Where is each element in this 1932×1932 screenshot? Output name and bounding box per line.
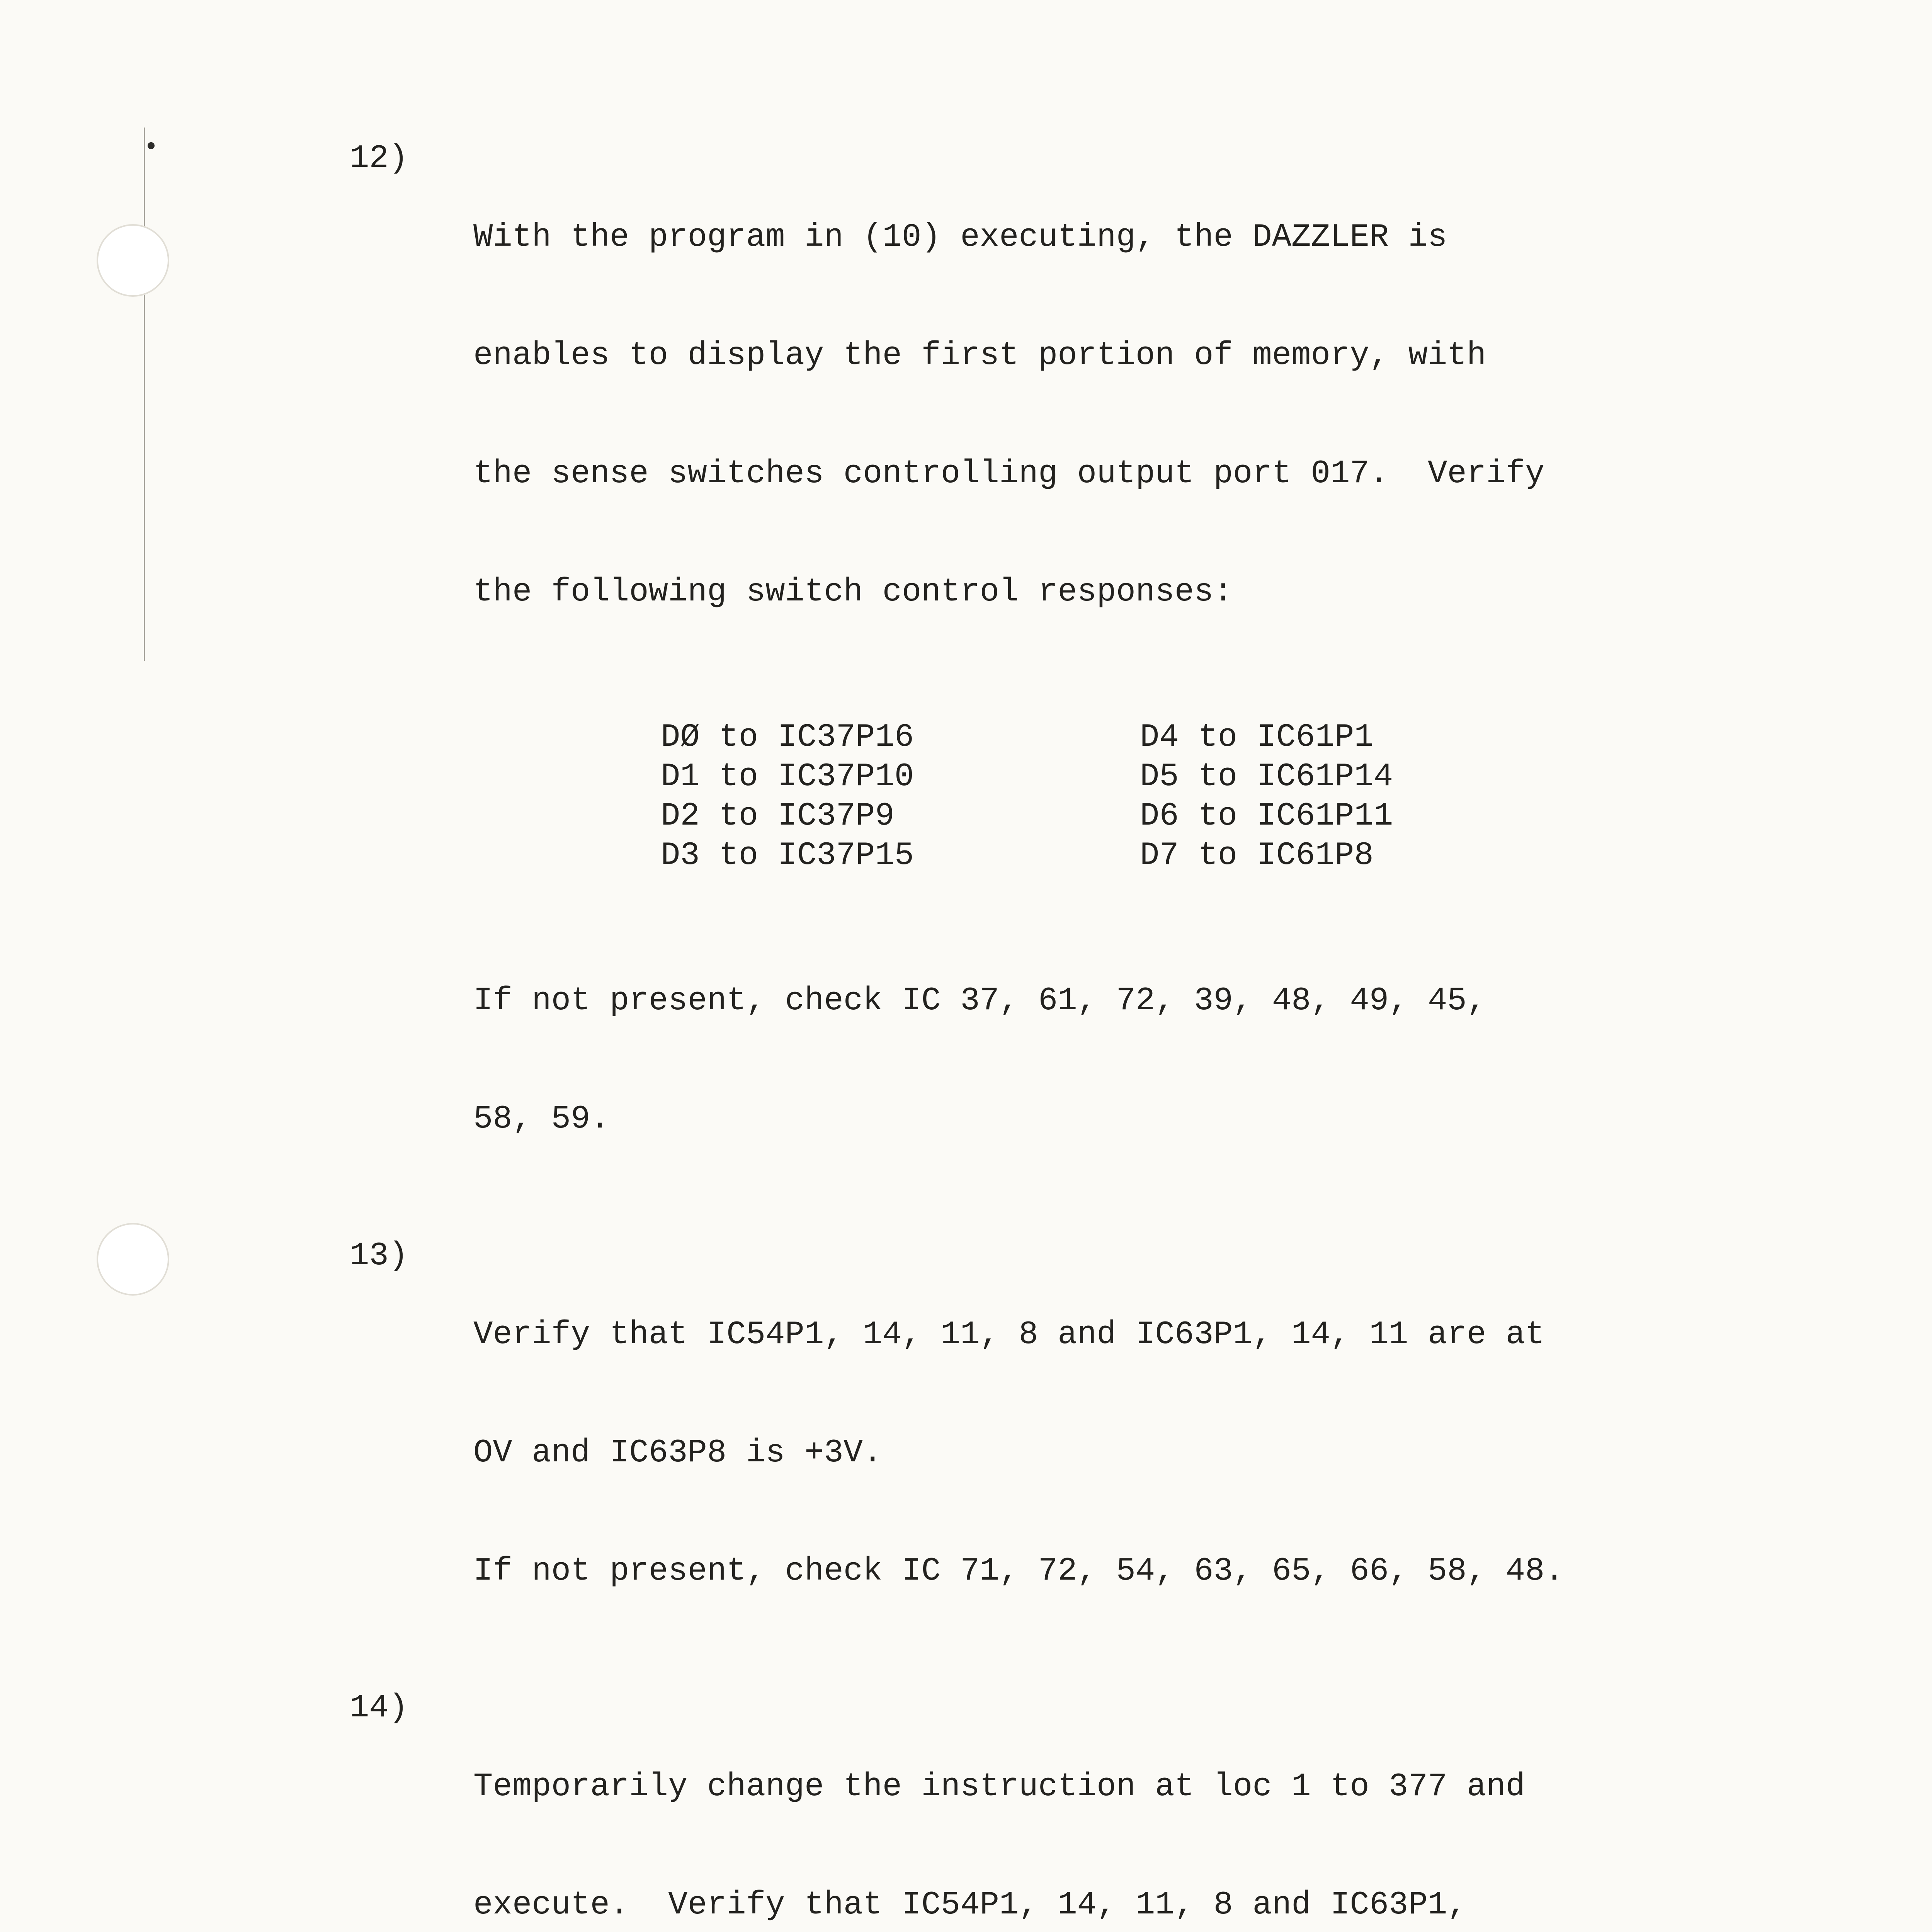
pin-left: DØ to IC37P16 [661, 719, 914, 756]
step-line: If not present, check IC 71, 72, 54, 63, 65, 66, 58, 48. [473, 1553, 1564, 1590]
step-line: the following switch control responses: [473, 574, 1233, 611]
step-line: If not present, check IC 37, 61, 72, 39, 48, 49, 45, [473, 983, 1486, 1019]
pin-right: D6 to IC61P11 [1140, 798, 1393, 835]
pin-right: D4 to IC61P1 [1140, 719, 1374, 756]
paper-dot [148, 142, 155, 149]
procedure-step-12 [350, 139, 1818, 1218]
punched-hole [97, 224, 169, 297]
switch-response-table [661, 718, 1818, 876]
punched-hole [97, 1223, 169, 1296]
step-line: enables to display the first portion of memory, with [473, 337, 1486, 374]
procedure-step-13 [350, 1236, 1818, 1670]
step-line: Verify that IC54P1, 14, 11, 8 and IC63P1, 14, 11 are at [473, 1316, 1545, 1353]
step-line: Temporarily change the instruction at loc 1 to 377 and [473, 1769, 1526, 1805]
step-line: OV and IC63P8 is +3V. [473, 1435, 883, 1471]
procedure-step-14 [350, 1689, 1818, 1932]
pin-right: D5 to IC61P14 [1140, 759, 1393, 795]
procedure-steps [350, 139, 1818, 1932]
pin-left: D1 to IC37P10 [661, 759, 914, 795]
step-body [473, 1236, 1818, 1670]
pin-right: D7 to IC61P8 [1140, 837, 1374, 874]
step-number: 12) [350, 140, 408, 177]
step-line: 58, 59. [473, 1101, 610, 1138]
step-line: the sense switches controlling output port 017. Verify [473, 456, 1545, 492]
pin-left: D2 to IC37P9 [661, 798, 895, 835]
step-line: execute. Verify that IC54P1, 14, 11, 8 and IC63P1, [473, 1887, 1467, 1923]
step-line: With the program in (10) executing, the DAZZLER is [473, 219, 1447, 256]
step-body [473, 1689, 1818, 1932]
pin-left: D3 to IC37P15 [661, 837, 914, 874]
margin-line [144, 128, 145, 661]
step-number: 13) [350, 1238, 408, 1274]
step-number: 14) [350, 1690, 408, 1726]
step-body [473, 139, 1818, 1218]
